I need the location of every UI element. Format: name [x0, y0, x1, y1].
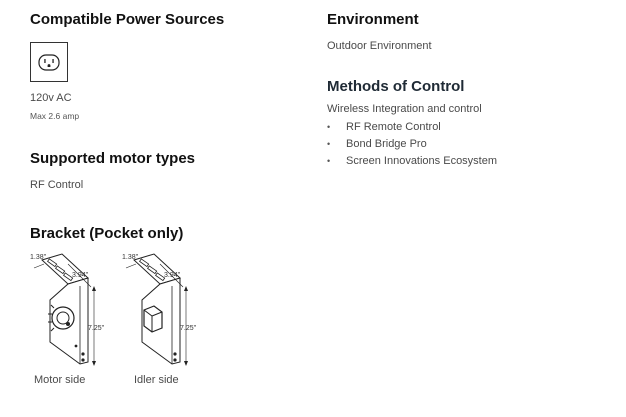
environment-value: Outdoor Environment: [327, 40, 432, 52]
bullet-icon: •: [327, 122, 331, 132]
idler-width-dim: 1.38": [122, 254, 139, 261]
power-amp: Max 2.6 amp: [30, 111, 80, 121]
power-voltage: 120v AC: [30, 92, 72, 104]
idler-side-bracket-drawing: [120, 250, 204, 370]
motor-types-heading: Supported motor types: [30, 150, 196, 167]
power-sources-heading: Compatible Power Sources: [30, 11, 225, 28]
idler-height-dim: 7.25": [180, 325, 197, 332]
idler-depth-dim: 3.94": [164, 272, 181, 279]
bullet-icon: •: [327, 139, 331, 149]
list-item: [327, 136, 497, 153]
control-methods-heading: Methods of Control: [327, 78, 465, 95]
motor-depth-dim: 3.94": [72, 272, 89, 279]
control-methods-list: [327, 119, 497, 170]
motor-width-dim: 1.38": [30, 254, 47, 261]
control-intro: Wireless Integration and control: [327, 103, 482, 115]
motor-side-caption: Motor side: [34, 374, 86, 386]
motor-height-dim: 7.25": [88, 325, 105, 332]
outlet-icon: [30, 42, 68, 82]
control-method-label: Screen Innovations Ecosystem: [346, 155, 498, 167]
idler-side-caption: Idler side: [134, 374, 179, 386]
motor-side-bracket-drawing: [28, 250, 112, 370]
motor-types-value: RF Control: [30, 179, 84, 191]
bracket-heading: Bracket (Pocket only): [30, 225, 184, 242]
list-item: [327, 153, 497, 170]
control-method-label: Bond Bridge Pro: [346, 138, 427, 150]
control-method-label: RF Remote Control: [346, 121, 441, 133]
environment-heading: Environment: [327, 11, 419, 28]
bullet-icon: •: [327, 156, 331, 166]
list-item: [327, 119, 497, 136]
